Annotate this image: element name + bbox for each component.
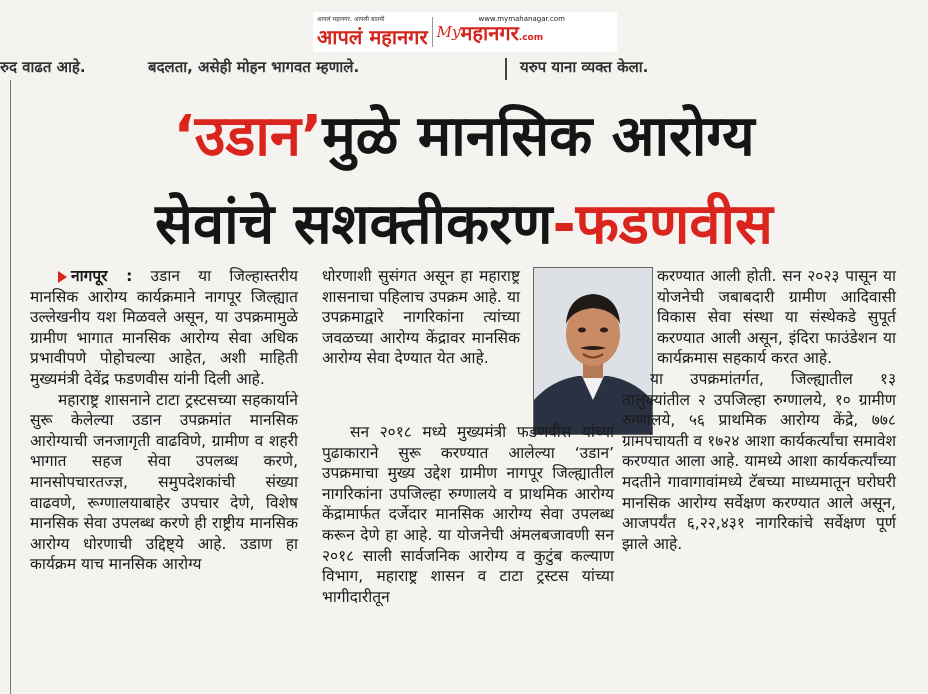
masthead-suffix: .com <box>518 32 544 43</box>
column-divider <box>505 58 507 80</box>
headline-line-2-text: सेवांचे सशक्तीकरण <box>155 192 553 257</box>
headline-name: -फडणवीस <box>552 192 773 257</box>
column-3-paragraph-2: या उपक्रमांतर्गत, जिल्ह्यातील १३ तालुक्यांतील २ उपजिल्हा रुग्णालये, १० ग्रामीण रुग्णालये, ५६ प्राथमिक आरोग्य केंद्रे, ७७८ ग्रामपंचायती व १७२४ आशा कार्यकर्त्यांचा समावेश करण्यात आला आहे. यामध्ये आशा कार्यकर्त्यांच्या मदतीने गावागावांमध्ये टॅबच्या माध्यमातून घरोघरी मानसिक आरोग्य सर्वेक्षण करण्यात आले असून, आजपर्यंत ६,२२,४३१ नागरिकांचे सर्वेक्षण पूर्ण झाले आहे. <box>622 369 896 553</box>
article-column-3 <box>622 266 896 554</box>
masthead-tagline: आपलं महानगर. आपली बातमी <box>317 15 385 23</box>
article-column-1 <box>30 266 298 575</box>
column-3-paragraph-1: करण्यात आली होती. सन २०२३ पासून या योजनेची जबाबदारी ग्रामीण आदिवासी विकास सेवा संस्था या संस्थेकडे सुपूर्त करण्यात आली असून, इंदिरा फाउंडेशन या कार्यक्रमास सहकार्य करत आहे. <box>657 267 896 368</box>
previous-col-2: बदलता, असेही मोहन भागवत म्हणाले. <box>148 58 360 76</box>
headline-line-2 <box>0 190 928 260</box>
masthead-my: My <box>436 23 461 41</box>
headline-line-1-text: मुळे मानसिक आरोग्य <box>322 104 755 169</box>
previous-col-1: रुद वाढत आहे. <box>0 58 86 76</box>
masthead[interactable] <box>313 12 617 52</box>
masthead-right-name: महानगर <box>460 20 519 45</box>
masthead-right-logo <box>460 14 565 46</box>
previous-article-strip <box>0 55 928 77</box>
column-1-paragraph-1: उडान या जिल्हास्तरीय मानसिक आरोग्य कार्यक्रमाने नागपूर जिल्ह्यात उल्लेखनीय यश मिळवले असून, या उपक्रमामुळे ग्रामीण भागात मानसिक आरोग्य सेवा अधिक प्रभावीपणे पोहोचल्या आहेत, अशी माहिती मुख्यमंत्री देवेंद्र फडणवीस यांनी दिली आहे. <box>30 267 298 388</box>
masthead-divider <box>432 17 433 47</box>
masthead-left-logo <box>317 15 428 50</box>
masthead-left-name: आपलं महानगर <box>317 24 428 49</box>
masthead-url: www.mymahanagar.com <box>478 14 565 23</box>
page-border <box>10 80 11 694</box>
article-column-2-top <box>322 266 520 369</box>
previous-col-3: यरुप याना व्यक्त केला. <box>520 58 649 76</box>
headline-quoted-word: ‘उडान’ <box>173 104 323 169</box>
column-2-paragraph-2: सन २०१८ मध्ये मुख्यमंत्री फडणवीस यांच्या पुढाकाराने सुरू करण्यात आलेल्या ‘उडान’ उपक्रमाचा मुख्य उद्देश ग्रामीण नागपूर जिल्ह्यातील नागरिकांना उपजिल्हा रुग्णालये व प्राथमिक आरोग्य केंद्रामार्फत दर्जेदार मानसिक आरोग्य सेवा उपलब्ध करून देणे हा आहे. या योजनेची अंमलबजावणी सन २०१८ साली सार्वजनिक आरोग्य व कुटुंब कल्याण विभाग, महाराष्ट्र शासन व टाटा ट्रस्टस यांच्या भागीदारीतून <box>322 423 614 606</box>
column-2-paragraph-1: धोरणाशी सुसंगत असून हा महाराष्ट्र शासनाचा पहिलाच उपक्रम आहे. या उपक्रमाद्वारे नागरिकांना त्यांच्या जवळच्या आरोग्य केंद्रावर मानसिक आरोग्य सेवा देण्यात येत आहे. <box>322 267 520 368</box>
headline-line-1 <box>0 102 928 172</box>
arrow-icon <box>58 271 67 283</box>
dateline: नागपूर : <box>71 267 133 285</box>
column-1-paragraph-2: महाराष्ट्र शासनाने टाटा ट्रस्टसच्या सहकार्याने सुरू केलेल्या उडान उपक्रमांत मानसिक आरोग्याची जनजागृती वाढविणे, ग्रामीण व शहरी भागात सहज सेवा उपलब्ध करणे, मानसोपचारतज्ज्ञ, समुपदेशकांची संख्या वाढवणे, रूग्णालयाबाहेर उपचार देणे, विशेष मानसिक सेवा उपलब्ध करणे ही राष्ट्रीय मानसिक आरोग्य धोरणाची उद्दिष्ट्ये आहे. उडाण हा कार्यक्रम याच मानसिक आरोग्य <box>30 390 298 574</box>
article-column-2-bottom <box>322 422 614 607</box>
